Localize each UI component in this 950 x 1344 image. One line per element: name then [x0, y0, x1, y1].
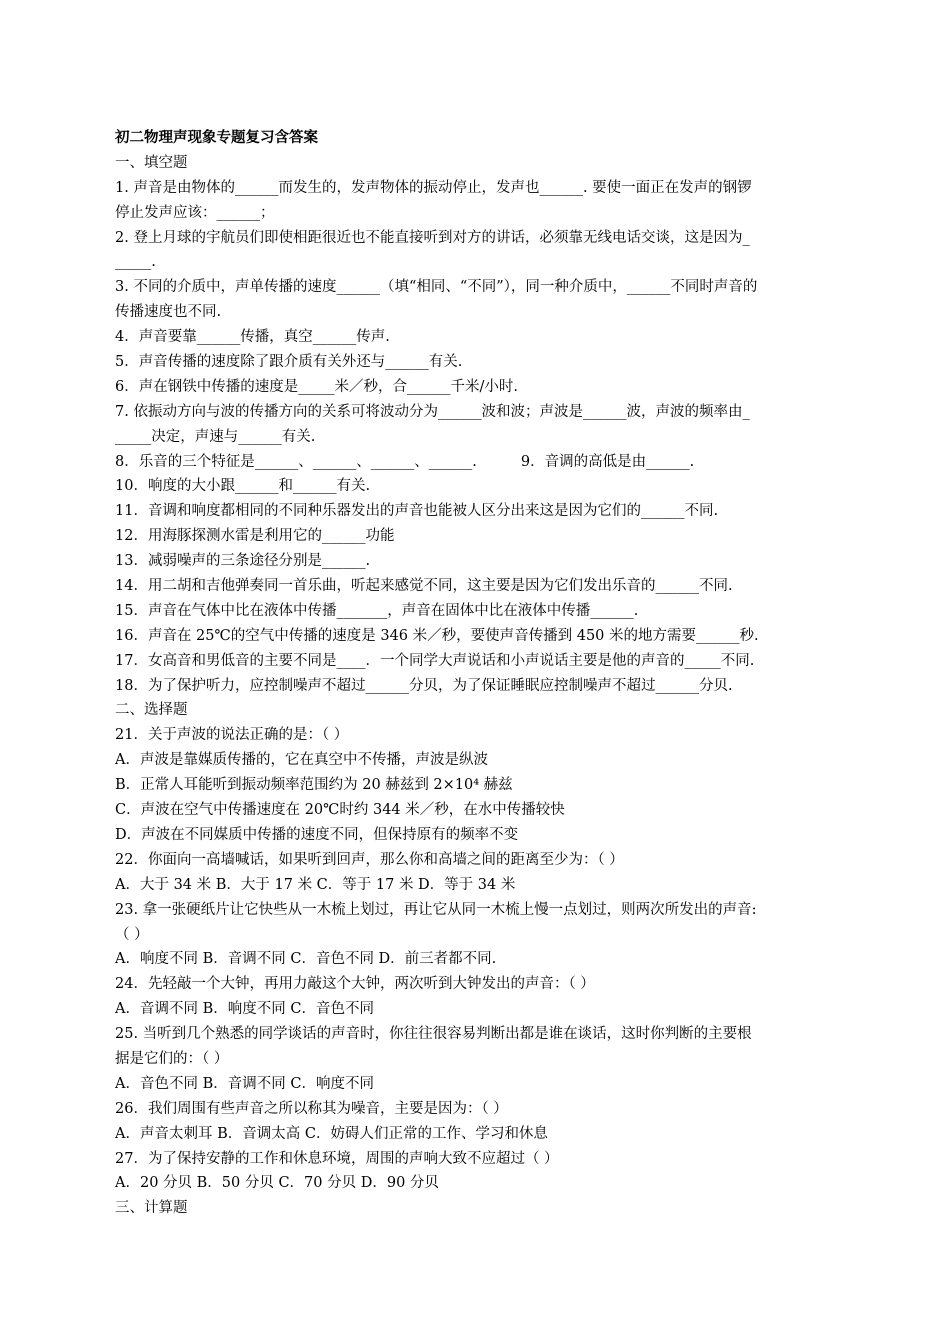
question-line: 停止发声应该：______； — [115, 204, 275, 221]
option-line: A．声音太刺耳 B．音调太高 C．妨碍人们正常的工作、学习和休息 — [115, 1125, 548, 1142]
question-line: 1. 声音是由物体的______而发生的，发声物体的振动停止，发声也______. 要使一面正在发声的钢锣 — [115, 179, 752, 196]
question-line: 据是它们的：（ ） — [115, 1050, 229, 1067]
question-line: 21．关于声波的说法正确的是：（ ） — [115, 727, 349, 744]
section-heading-fill-blank: 一、填空题 — [115, 154, 188, 171]
option-line: A．声波是靠媒质传播的，它在真空中不传播，声波是纵波 — [115, 752, 488, 769]
question-line: 6．声在钢铁中传播的速度是_____米／秒，合______千米/小时. — [115, 378, 518, 395]
question-line: （ ） — [115, 926, 149, 943]
option-line: D．声波在不同媒质中传播的速度不同，但保持原有的频率不变 — [115, 826, 519, 843]
question-line: 24．先轻敲一个大钟，再用力敲这个大钟，两次听到大钟发出的声音：（ ） — [115, 976, 595, 993]
question-line: 25. 当听到几个熟悉的同学谈话的声音时，你往往很容易判断出都是谁在谈话，这时你判断的主要根 — [115, 1026, 752, 1043]
document-page — [115, 126, 843, 1221]
section-heading-calculation: 三、计算题 — [115, 1200, 188, 1217]
question-line: 传播速度也不同. — [115, 304, 222, 321]
option-line: B．正常人耳能听到振动频率范围约为 20 赫兹到 2×10⁴ 赫兹 — [115, 777, 513, 794]
question-line: 4．声音要靠______传播，真空______传声. — [115, 329, 390, 346]
question-line: 14．用二胡和吉他弹奏同一首乐曲，听起来感觉不同，这主要是因为它们发出乐音的______不同. — [115, 578, 733, 595]
option-line: A．大于 34 米 B．大于 17 米 C．等于 17 米 D．等于 34 米 — [115, 876, 516, 893]
question-line: _____. — [115, 254, 156, 271]
question-line: 11．音调和响度都相同的不同种乐器发出的声音也能被人区分出来这是因为它们的______不同. — [115, 503, 719, 520]
question-9: 9．音调的高低是由______. — [520, 453, 695, 470]
option-line: A．20 分贝 B．50 分贝 C．70 分贝 D．90 分贝 — [115, 1175, 439, 1192]
question-line: 10．响度的大小跟______和______有关. — [115, 478, 371, 495]
question-line: 18．为了保护听力，应控制噪声不超过______分贝，为了保证睡眠应控制噪声不超过______分贝. — [115, 677, 733, 694]
question-line: 13．减弱噪声的三条途径分别是______. — [115, 553, 371, 570]
option-line: A．音调不同 B．响度不同 C．音色不同 — [115, 1001, 374, 1018]
option-line: C．声波在空气中传播速度在 20℃时约 344 米／秒，在水中传播较快 — [115, 802, 565, 819]
question-line: 27．为了保持安静的工作和休息环境，周围的声响大致不应超过（ ） — [115, 1150, 559, 1167]
question-line: 3. 不同的介质中，声单传播的速度______（填“相同、“不同”），同一种介质中，______不同时声音的 — [115, 279, 758, 296]
question-8: 8．乐音的三个特征是______、______、______、______. — [115, 453, 477, 470]
option-line: A．音色不同 B．音调不同 C．响度不同 — [115, 1075, 374, 1092]
question-line: 17．女高音和男低音的主要不同是____．一个同学大声说话和小声说话主要是他的声音的_____不同. — [115, 652, 755, 669]
question-line: 12．用海豚探测水雷是利用它的______功能 — [115, 528, 395, 545]
section-heading-choice: 二、选择题 — [115, 702, 188, 719]
question-line: 2. 登上月球的宇航员们即使相距很近也不能直接听到对方的讲话，必须靠无线电话交谈，这是因为_ — [115, 229, 750, 246]
option-line: A．响度不同 B．音调不同 C．音色不同 D．前三者都不同. — [115, 951, 497, 968]
question-line: _____决定，声速与______有关. — [115, 428, 316, 445]
document-title: 初二物理声现象专题复习含答案 — [115, 129, 318, 146]
question-line: 26．我们周围有些声音之所以称其为噪音，主要是因为：（ ） — [115, 1100, 508, 1117]
question-line: 22．你面向一高墙喊话，如果听到回声，那么你和高墙之间的距离至少为：（ ） — [115, 851, 624, 868]
question-line: 15．声音在气体中比在液体中传播_______，声音在固体中比在液体中传播______. — [115, 602, 639, 619]
question-line: 5．声音传播的速度除了跟介质有关外还与______有关. — [115, 354, 463, 371]
question-line: 7. 依振动方向与波的传播方向的关系可将波动分为______波和波；声波是______波，声波的频率由_ — [115, 403, 750, 420]
question-line-8-9 — [115, 450, 843, 475]
question-line: 16．声音在 25℃的空气中传播的速度是 346 米／秒，要使声音传播到 450 米的地方需要______秒. — [115, 627, 759, 644]
question-line: 23. 拿一张硬纸片让它快些从一木梳上划过，再让它从同一木梳上慢一点划过，则两次所发出的声音: — [115, 901, 757, 918]
